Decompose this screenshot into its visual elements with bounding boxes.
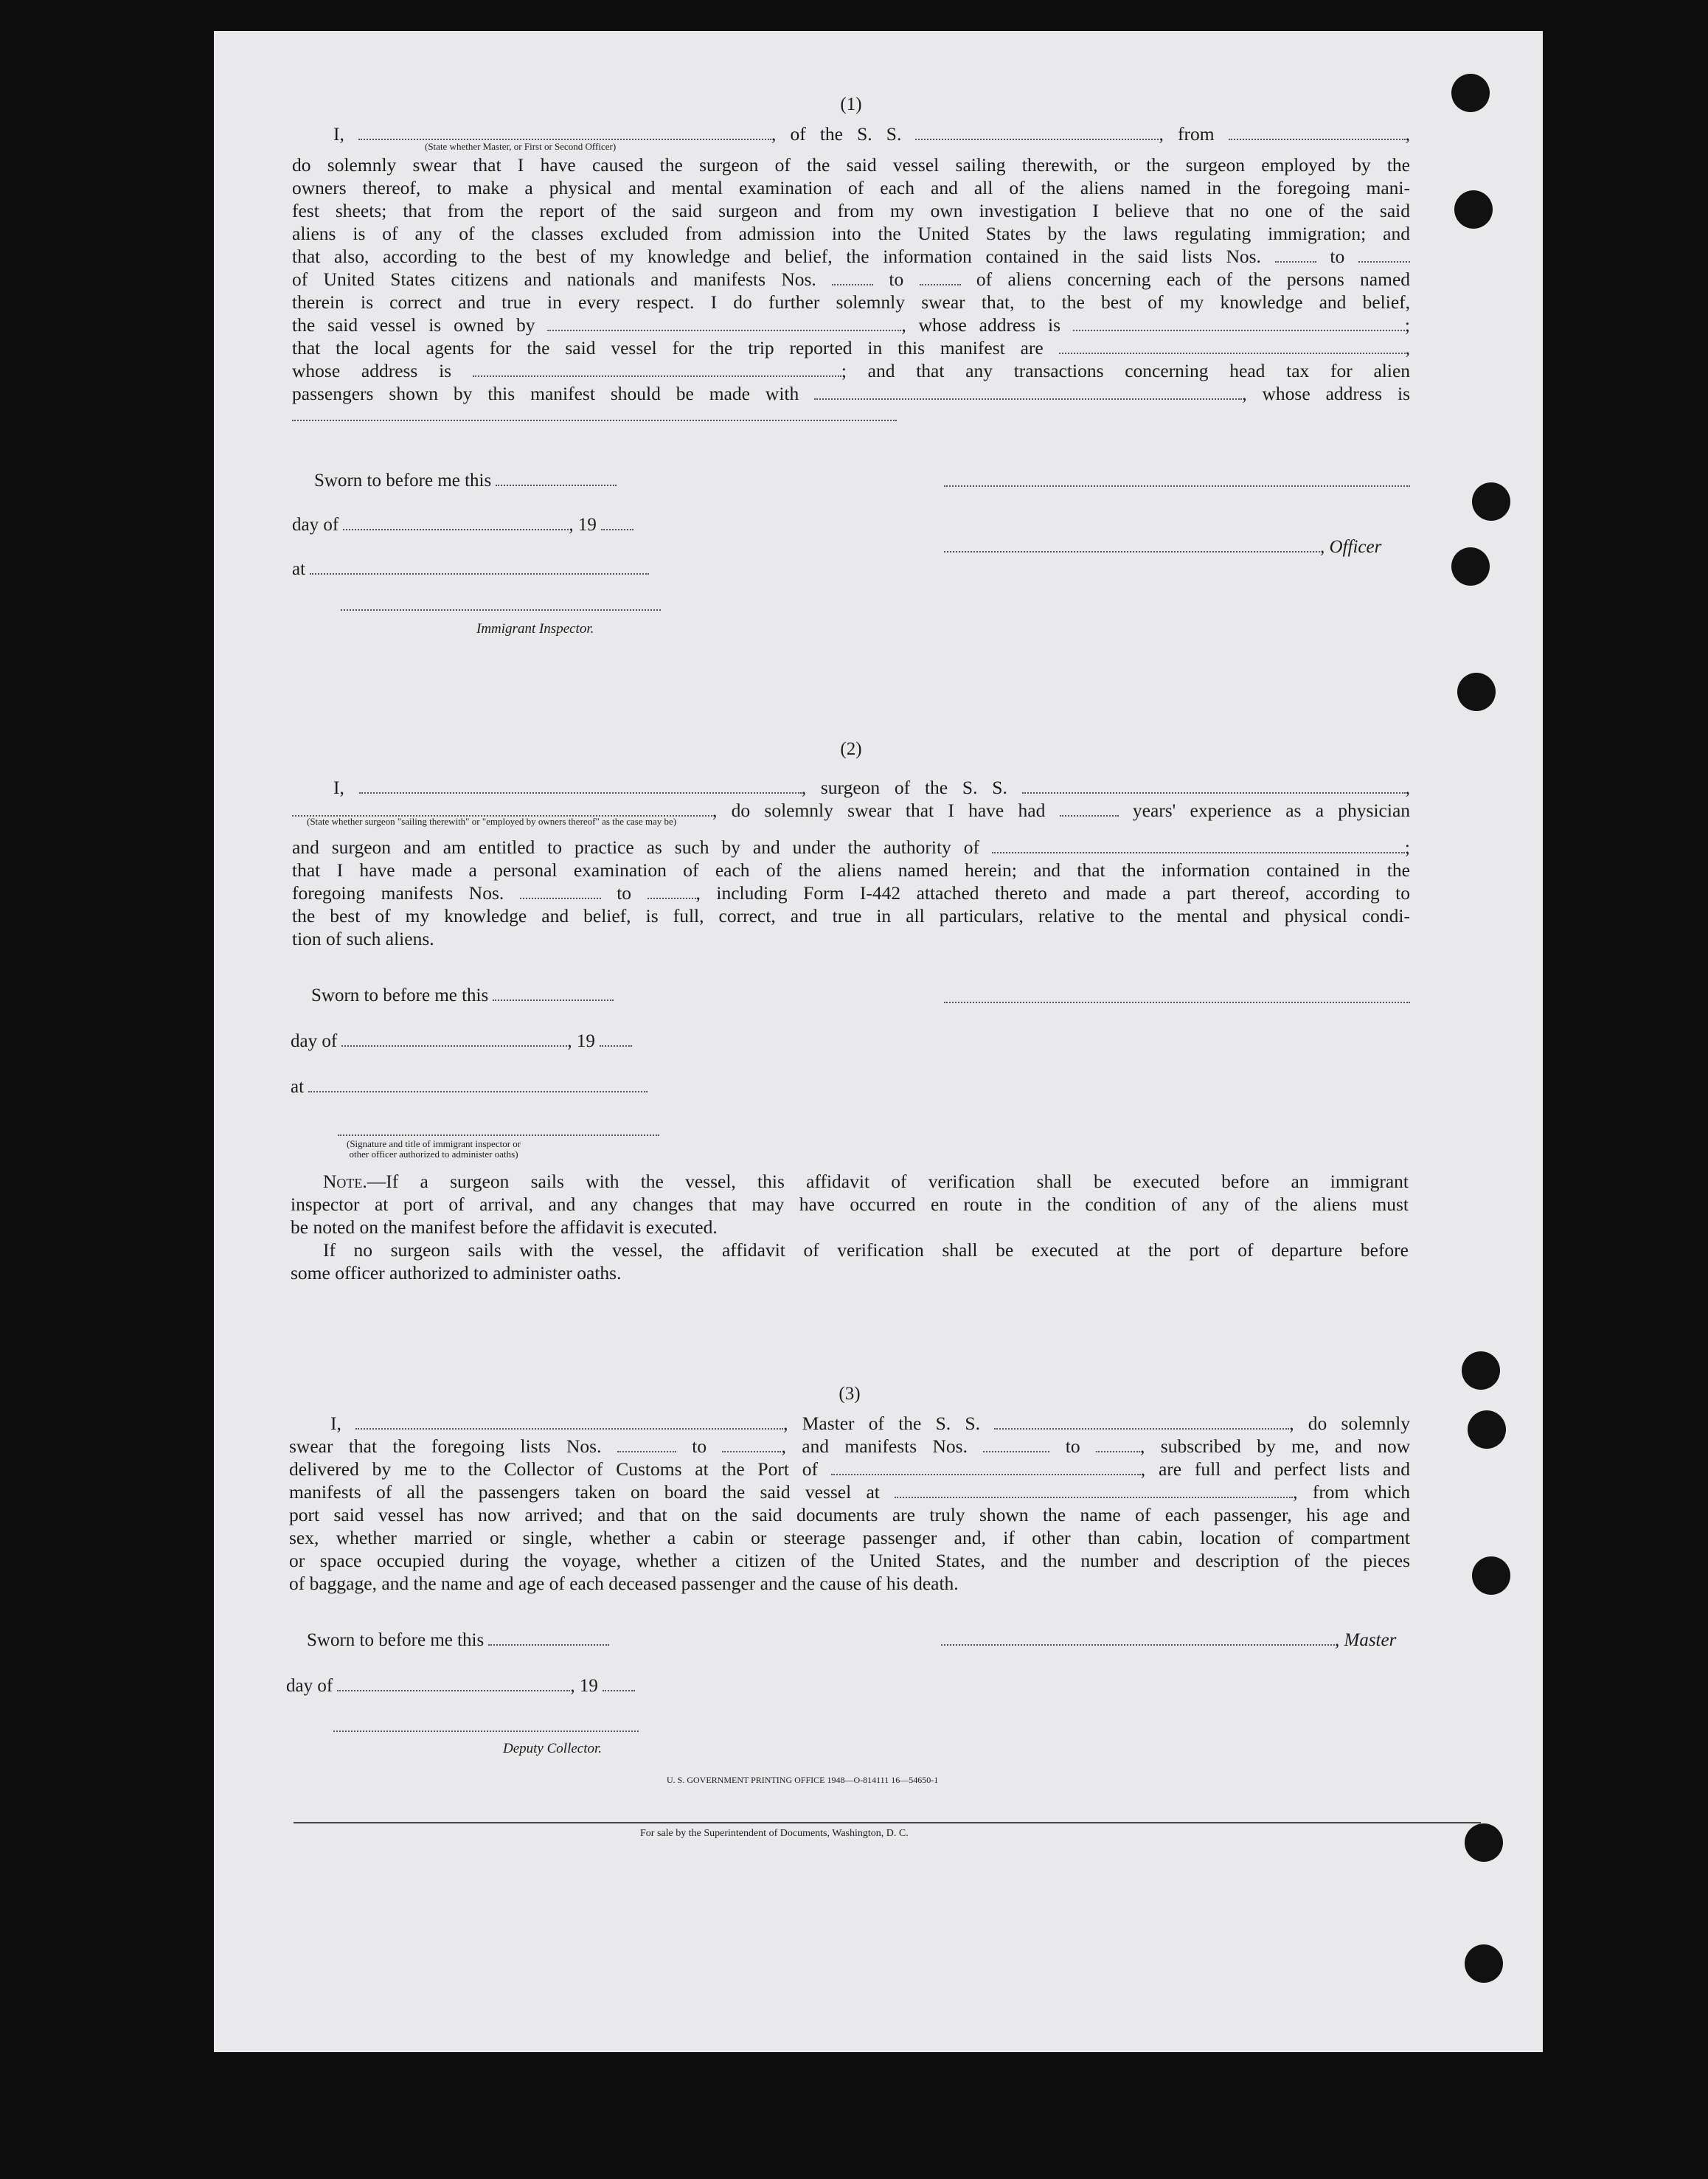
punch-hole-5: [1457, 673, 1496, 711]
punch-hole-4: [1451, 547, 1490, 586]
section-number: (3): [839, 1384, 861, 1404]
head-tax-address-field[interactable]: [292, 406, 897, 421]
officer-rank-note: (State whether Master, or First or Second Officer): [425, 141, 617, 152]
punch-hole-10: [1465, 1944, 1503, 1983]
footer-rule: [294, 1822, 1481, 1823]
sworn-day-field-1[interactable]: [496, 471, 617, 486]
at-line-1: at: [292, 559, 649, 580]
port-field[interactable]: [831, 1461, 1141, 1475]
surgeon-capacity-note: (State whether surgeon "sailing therewith" or "employed by owners thereof" as the case may be): [307, 816, 677, 827]
at-line-2: at: [291, 1077, 648, 1098]
master-signature-line: , Master: [941, 1630, 1396, 1651]
sworn-line-2: Sworn to before me this: [311, 985, 614, 1006]
surgeon-capacity-field[interactable]: [292, 802, 712, 817]
year-field-1[interactable]: [601, 516, 633, 530]
at-place-field-2[interactable]: [308, 1078, 648, 1092]
officer-signature-line[interactable]: [944, 471, 1410, 487]
signature-note: (Signature and title of immigrant inspector or other officer authorized to administer oaths): [347, 1138, 521, 1160]
sale-notice: For sale by the Superintendent of Documents, Washington, D. C.: [640, 1828, 909, 1839]
master-manifests-to-field[interactable]: [1096, 1438, 1140, 1452]
surgeon-manifests-to-field[interactable]: [648, 884, 696, 899]
day-of-line-3: day of , 19: [286, 1676, 635, 1697]
punch-hole-7: [1468, 1410, 1506, 1449]
deputy-collector-caption: Deputy Collector.: [503, 1741, 603, 1756]
inspector-signature-field[interactable]: [341, 599, 661, 611]
head-tax-agent-field[interactable]: [814, 385, 1242, 400]
officer-title-field[interactable]: [944, 538, 1320, 552]
surgeon-name-field[interactable]: [359, 779, 802, 794]
master-vessel-field[interactable]: [994, 1415, 1289, 1430]
lists-to-field[interactable]: [1358, 248, 1410, 263]
master-lists-from-field[interactable]: [617, 1438, 676, 1452]
punch-hole-1: [1451, 74, 1490, 112]
section-2: (2) I, , surgeon of the S. S. , , do solemnly swear that I have had years' experience as a physician (State whether surgeon "sailing therewith" or "employed by owners thereof" as the case may be) and surgeon and am entitled to practice as such by and under the authority of ; that I have made a personal examination of each of the aliens named herein; and that the information contained in the foregoing manifests Nos. to , including Form I-442 attached thereto and made a part thereof, according to the best of my knowledge and belief, is full, correct, and true in all particulars, relative to the mental and physical condi- tion of such aliens.: [292, 739, 1411, 949]
note-block: Note.—If a surgeon sails with the vessel, this affidavit of verification shall be executed before an immigrant inspector at port of arrival, and any changes that may have occurred en route in the condition of any of the aliens must be noted on the manifest before the affidavit is executed. If no surgeon sails with the vessel, the affidavit of verification shall be executed at the port of departure before some officer authorized to administer oaths.: [291, 1171, 1409, 1284]
punch-hole-9: [1465, 1823, 1503, 1862]
master-lists-to-field[interactable]: [722, 1438, 781, 1452]
surgeon-manifests-from-field[interactable]: [520, 884, 601, 899]
sworn-line-3: Sworn to before me this: [307, 1630, 609, 1651]
year-field-2[interactable]: [600, 1032, 632, 1047]
inspector-signature-field-2[interactable]: [338, 1124, 659, 1136]
master-manifests-from-field[interactable]: [983, 1438, 1049, 1452]
punch-hole-2: [1454, 190, 1493, 229]
surgeon-signature-line[interactable]: [944, 987, 1410, 1003]
month-field-1[interactable]: [343, 516, 569, 530]
manifests-to-field[interactable]: [920, 271, 961, 285]
month-field-3[interactable]: [337, 1677, 570, 1691]
officer-title-line: , Officer: [944, 537, 1381, 558]
boarding-port-field[interactable]: [895, 1483, 1293, 1498]
sworn-line-1: Sworn to before me this: [314, 471, 617, 491]
section-number: (2): [840, 739, 862, 759]
from-port-field[interactable]: [1229, 125, 1406, 140]
manifests-from-field[interactable]: [832, 271, 873, 285]
sworn-day-field-3[interactable]: [488, 1631, 609, 1646]
lists-from-field[interactable]: [1275, 248, 1316, 263]
punch-hole-3: [1472, 482, 1510, 521]
owner-address-field[interactable]: [1073, 316, 1405, 331]
owner-field[interactable]: [547, 316, 901, 331]
section-1: (1) I, , of the S. S. , from , (State whether Master, or First or Second Officer) do solemnly swear that I have caused the surgeon of the said vessel sailing therewith, or the surgeon employed by the owners thereof, to make a physical and mental examination of each and all of the aliens named in the foregoing mani- fest sheets; that from the report of the said surgeon and from my own investigation I believe that no one of the said aliens is of any of the classes excluded from admission into the United States by the laws regulating immigration; and that also, according to the best of my knowledge and belief, the information contained in the said lists Nos. to of United States citizens and nationals and manifests Nos. to of aliens concerning each of the persons named therein is correct and true in every respect. I do further solemnly swear that, to the best of my knowledge and belief, the said vessel is owned by , whose address is ; that the local agents for the said vessel for the trip reported in this manifest are , whose address is ; and that any transactions concerning head tax for alien passengers shown by this manifest should be made with , whose address is: [292, 94, 1410, 421]
officer-name-field[interactable]: [358, 125, 771, 140]
master-name-field[interactable]: [355, 1415, 783, 1430]
authority-field[interactable]: [992, 839, 1405, 853]
collector-signature-field[interactable]: [333, 1720, 639, 1732]
section-3: (3) I, , Master of the S. S. , do solemnly swear that the foregoing lists Nos. to , and manifests Nos. to , subscribed by me, and now delivered by me to the Collector of Customs at the Port of , are full and perfect lists and manifests of all the passengers taken on board the said vessel at , from which port said vessel has now arrived; and that on the said documents are truly shown the name of each passenger, his age and sex, whether married or single, whether a cabin or steerage passenger and, if other than cabin, location of compartment or space occupied during the voyage, whether a citizen of the United States, and the number and description of the pieces of baggage, and the name and age of each deceased passenger and the cause of his death.: [289, 1384, 1411, 1594]
section-number: (1): [840, 94, 862, 114]
master-signature-field[interactable]: [941, 1631, 1335, 1646]
punch-hole-6: [1462, 1351, 1500, 1390]
immigrant-inspector-caption: Immigrant Inspector.: [476, 621, 594, 637]
month-field-2[interactable]: [341, 1032, 567, 1047]
form-page: [214, 31, 1543, 2052]
surgeon-vessel-field[interactable]: [1022, 779, 1406, 794]
years-experience-field[interactable]: [1060, 802, 1119, 817]
gpo-imprint: U. S. GOVERNMENT PRINTING OFFICE 1948—O-814111 16—54650-1: [667, 1775, 939, 1785]
agents-address-field[interactable]: [473, 362, 841, 377]
year-field-3[interactable]: [603, 1677, 635, 1691]
note-label: Note.: [323, 1171, 367, 1192]
local-agents-field[interactable]: [1059, 339, 1406, 354]
punch-hole-8: [1472, 1556, 1510, 1595]
vessel-name-field[interactable]: [915, 125, 1159, 140]
officer-line: I, , of the S. S. , from ,: [333, 123, 1411, 145]
sworn-day-field-2[interactable]: [493, 986, 614, 1001]
at-place-field-1[interactable]: [310, 560, 649, 575]
day-of-line-2: day of , 19: [291, 1031, 632, 1052]
day-of-line-1: day of , 19: [292, 515, 633, 536]
